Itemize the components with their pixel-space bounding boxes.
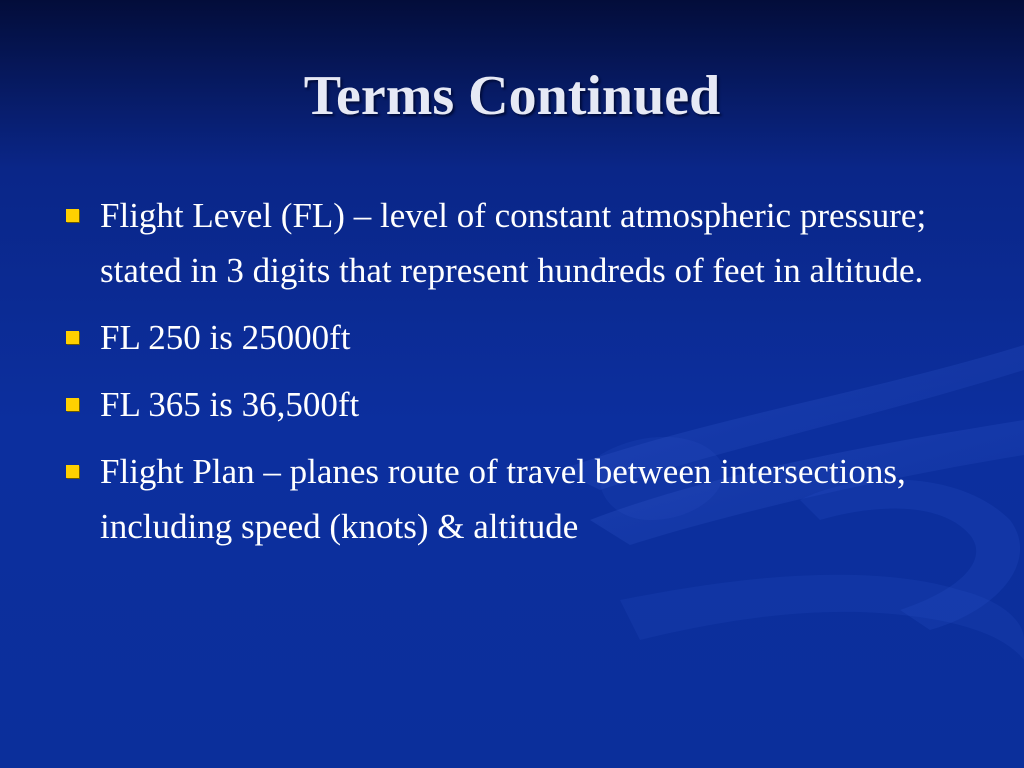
square-bullet-icon — [66, 209, 79, 222]
bullet-list — [60, 188, 960, 566]
bullet-text: Flight Plan – planes route of travel between intersections, including speed (knots) & altitude — [100, 452, 906, 546]
bullet-text: Flight Level (FL) – level of constant atmospheric pressure; stated in 3 digits that represent hundreds of feet in altitude. — [100, 196, 927, 290]
square-bullet-icon — [66, 398, 79, 411]
bullet-item-fl-250 — [60, 310, 960, 365]
square-bullet-icon — [66, 331, 79, 344]
slide-title: Terms Continued — [303, 65, 721, 127]
bullet-item-fl-365 — [60, 377, 960, 432]
bullet-item-flight-level — [60, 188, 960, 298]
bullet-text: FL 365 is 36,500ft — [100, 385, 360, 424]
bullet-item-flight-plan — [60, 444, 960, 554]
square-bullet-icon — [66, 465, 79, 478]
bullet-text: FL 250 is 25000ft — [100, 318, 351, 357]
